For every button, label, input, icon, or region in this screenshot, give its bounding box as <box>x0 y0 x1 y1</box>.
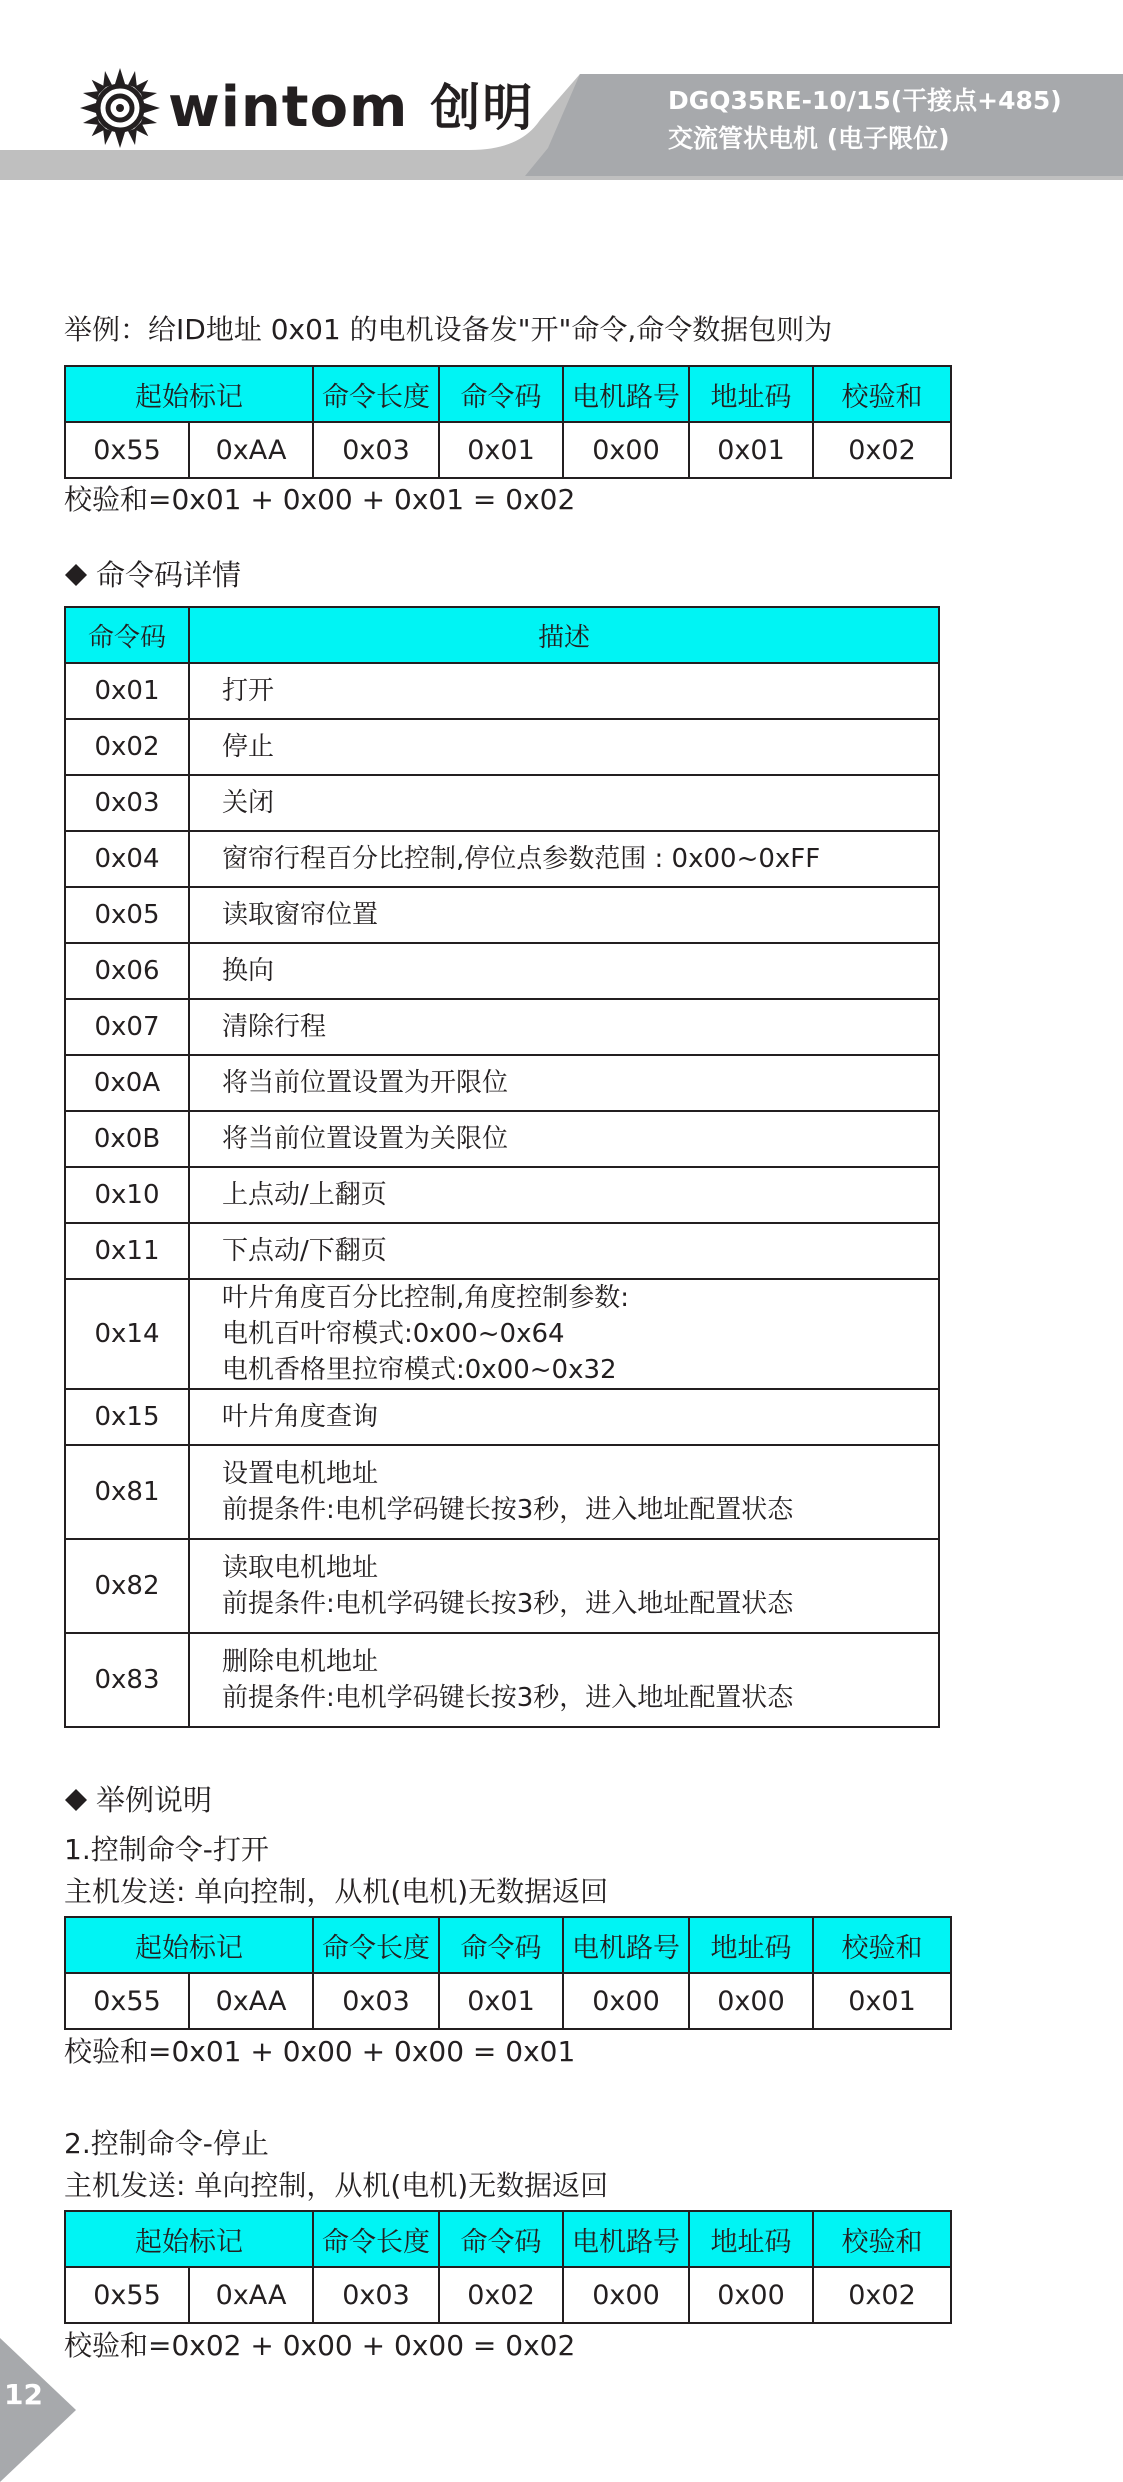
cmd-code: 0x05 <box>65 887 189 943</box>
desc-line: 上点动/上翻页 <box>222 1180 387 1210</box>
desc-line: 前提条件:电机学码键长按3秒，进入地址配置状态 <box>222 1589 794 1619</box>
cmd-desc <box>189 1223 939 1279</box>
cmd-code: 0x0A <box>65 1055 189 1111</box>
example1-title: 1.控制命令-打开 <box>64 1833 269 1866</box>
example2-title: 2.控制命令-停止 <box>64 2127 269 2160</box>
cmd-code: 0x11 <box>65 1223 189 1279</box>
value-cell: 0x02 <box>813 2267 951 2323</box>
value-cell: 0xAA <box>189 2267 313 2323</box>
table-row <box>65 663 939 719</box>
command-code-table <box>64 606 940 1728</box>
desc-line: 清除行程 <box>222 1012 327 1042</box>
diamond-bullet-icon <box>64 1788 88 1812</box>
examples-section-title: 举例说明 <box>96 1783 213 1817</box>
desc-line: 将当前位置设置为关限位 <box>222 1124 509 1154</box>
cmd-code: 0x07 <box>65 999 189 1055</box>
header-motor-channel: 电机路号 <box>563 1917 689 1973</box>
value-cell: 0x00 <box>563 1973 689 2029</box>
cmd-code: 0x14 <box>65 1279 189 1389</box>
header-cmd-code: 命令码 <box>439 2211 563 2267</box>
checksum-note: 校验和=0x01 + 0x00 + 0x01 = 0x02 <box>64 483 576 516</box>
table-row <box>65 1445 939 1539</box>
value-cell: 0x03 <box>313 422 439 478</box>
cmd-code: 0x03 <box>65 775 189 831</box>
cmd-code: 0x82 <box>65 1539 189 1633</box>
table-row <box>65 831 939 887</box>
example1-desc: 主机发送: 单向控制，从机(电机)无数据返回 <box>64 1875 609 1908</box>
table-row <box>65 775 939 831</box>
table-row <box>65 1111 939 1167</box>
table-row <box>65 999 939 1055</box>
cmd-desc <box>189 1055 939 1111</box>
cmd-code: 0x81 <box>65 1445 189 1539</box>
cmd-desc <box>189 831 939 887</box>
value-cell: 0x01 <box>689 422 813 478</box>
examples-section-heading <box>64 1780 212 1820</box>
desc-line: 打开 <box>222 676 275 706</box>
diamond-bullet-icon <box>64 563 88 587</box>
table-row <box>65 1633 939 1727</box>
value-cell: 0x01 <box>439 1973 563 2029</box>
packet-table-example2 <box>64 2210 952 2324</box>
cmd-code: 0x01 <box>65 663 189 719</box>
desc-line: 电机百叶帘模式:0x00~0x64 <box>222 1319 565 1349</box>
value-cell: 0x00 <box>563 422 689 478</box>
value-cell: 0x02 <box>813 422 951 478</box>
packet-table-example1 <box>64 1916 952 2030</box>
table-row <box>65 887 939 943</box>
header-address: 地址码 <box>689 1917 813 1973</box>
value-cell: 0x03 <box>313 1973 439 2029</box>
model-title <box>668 82 1062 158</box>
header-cmd-length: 命令长度 <box>313 2211 439 2267</box>
table-row <box>65 1279 939 1389</box>
desc-line: 前提条件:电机学码键长按3秒，进入地址配置状态 <box>222 1495 794 1525</box>
value-cell: 0x55 <box>65 2267 189 2323</box>
table-header-row <box>65 607 939 663</box>
desc-line: 前提条件:电机学码键长按3秒，进入地址配置状态 <box>222 1683 794 1713</box>
value-cell: 0x00 <box>689 1973 813 2029</box>
header-start-mark: 起始标记 <box>65 366 313 422</box>
cmd-code: 0x02 <box>65 719 189 775</box>
brand-name: wintom <box>168 75 409 140</box>
desc-line: 叶片角度百分比控制,角度控制参数: <box>222 1283 630 1313</box>
table-row <box>65 1389 939 1445</box>
example-intro: 举例：给ID地址 0x01 的电机设备发"开"命令,命令数据包则为 <box>64 313 833 346</box>
cmd-desc <box>189 1633 939 1727</box>
table-header-row <box>65 2211 951 2267</box>
value-cell: 0xAA <box>189 422 313 478</box>
header-start-mark: 起始标记 <box>65 1917 313 1973</box>
desc-line: 删除电机地址 <box>222 1647 379 1677</box>
value-cell: 0x03 <box>313 2267 439 2323</box>
table-header-row <box>65 366 951 422</box>
page-header <box>0 0 1123 180</box>
packet-table-example <box>64 365 952 479</box>
cmd-code: 0x0B <box>65 1111 189 1167</box>
cmd-desc <box>189 1445 939 1539</box>
header-cmd-length: 命令长度 <box>313 366 439 422</box>
header-cmd-code: 命令码 <box>65 607 189 663</box>
header-motor-channel: 电机路号 <box>563 366 689 422</box>
brand-name-cn: 创明 <box>430 79 535 137</box>
desc-line: 电机香格里拉帘模式:0x00~0x32 <box>222 1355 617 1385</box>
table-row <box>65 1973 951 2029</box>
example2-desc: 主机发送: 单向控制，从机(电机)无数据返回 <box>64 2169 609 2202</box>
desc-line: 将当前位置设置为开限位 <box>222 1068 509 1098</box>
table-row <box>65 943 939 999</box>
cmd-code: 0x10 <box>65 1167 189 1223</box>
table-row <box>65 422 951 478</box>
desc-line: 换向 <box>222 956 275 986</box>
cmd-desc <box>189 1539 939 1633</box>
header-description: 描述 <box>189 607 939 663</box>
value-cell: 0x00 <box>563 2267 689 2323</box>
cmd-desc <box>189 1167 939 1223</box>
desc-line: 窗帘行程百分比控制,停位点参数范围 : 0x00~0xFF <box>222 844 821 874</box>
header-cmd-code: 命令码 <box>439 366 563 422</box>
cmd-section-heading <box>64 555 241 595</box>
table-row <box>65 1167 939 1223</box>
cmd-desc <box>189 663 939 719</box>
cmd-desc <box>189 775 939 831</box>
header-address: 地址码 <box>689 2211 813 2267</box>
header-address: 地址码 <box>689 366 813 422</box>
table-header-row <box>65 1917 951 1973</box>
example2-checksum: 校验和=0x02 + 0x00 + 0x00 = 0x02 <box>64 2329 576 2362</box>
value-cell: 0xAA <box>189 1973 313 2029</box>
model-line-2: 交流管状电机 (电子限位) <box>668 124 950 153</box>
value-cell: 0x00 <box>689 2267 813 2323</box>
desc-line: 关闭 <box>222 788 275 818</box>
sun-logo-icon <box>78 66 162 150</box>
cmd-desc <box>189 943 939 999</box>
header-motor-channel: 电机路号 <box>563 2211 689 2267</box>
value-cell: 0x55 <box>65 422 189 478</box>
cmd-section-title: 命令码详情 <box>96 558 242 592</box>
cmd-code: 0x06 <box>65 943 189 999</box>
desc-line: 设置电机地址 <box>222 1459 379 1489</box>
value-cell: 0x55 <box>65 1973 189 2029</box>
cmd-desc <box>189 719 939 775</box>
table-row <box>65 1539 939 1633</box>
header-start-mark: 起始标记 <box>65 2211 313 2267</box>
cmd-desc <box>189 887 939 943</box>
desc-line: 停止 <box>222 732 275 762</box>
cmd-desc <box>189 1389 939 1445</box>
header-cmd-length: 命令长度 <box>313 1917 439 1973</box>
header-cmd-code: 命令码 <box>439 1917 563 1973</box>
desc-line: 下点动/下翻页 <box>222 1236 387 1266</box>
model-line-1: DGQ35RE-10/15(干接点+485) <box>668 86 1062 115</box>
desc-line: 读取电机地址 <box>222 1553 379 1583</box>
table-row <box>65 1223 939 1279</box>
value-cell: 0x01 <box>813 1973 951 2029</box>
desc-line: 读取窗帘位置 <box>222 900 379 930</box>
table-row <box>65 1055 939 1111</box>
example1-checksum: 校验和=0x01 + 0x00 + 0x00 = 0x01 <box>64 2035 576 2068</box>
cmd-code: 0x15 <box>65 1389 189 1445</box>
cmd-code: 0x83 <box>65 1633 189 1727</box>
header-checksum: 校验和 <box>813 1917 951 1973</box>
table-row <box>65 2267 951 2323</box>
header-checksum: 校验和 <box>813 2211 951 2267</box>
desc-line: 叶片角度查询 <box>222 1402 379 1432</box>
table-row <box>65 719 939 775</box>
page-number: 12 <box>4 2378 43 2411</box>
cmd-desc <box>189 999 939 1055</box>
value-cell: 0x02 <box>439 2267 563 2323</box>
brand-logo <box>78 66 534 150</box>
value-cell: 0x01 <box>439 422 563 478</box>
cmd-desc <box>189 1111 939 1167</box>
cmd-code: 0x04 <box>65 831 189 887</box>
cmd-desc <box>189 1279 939 1389</box>
header-checksum: 校验和 <box>813 366 951 422</box>
